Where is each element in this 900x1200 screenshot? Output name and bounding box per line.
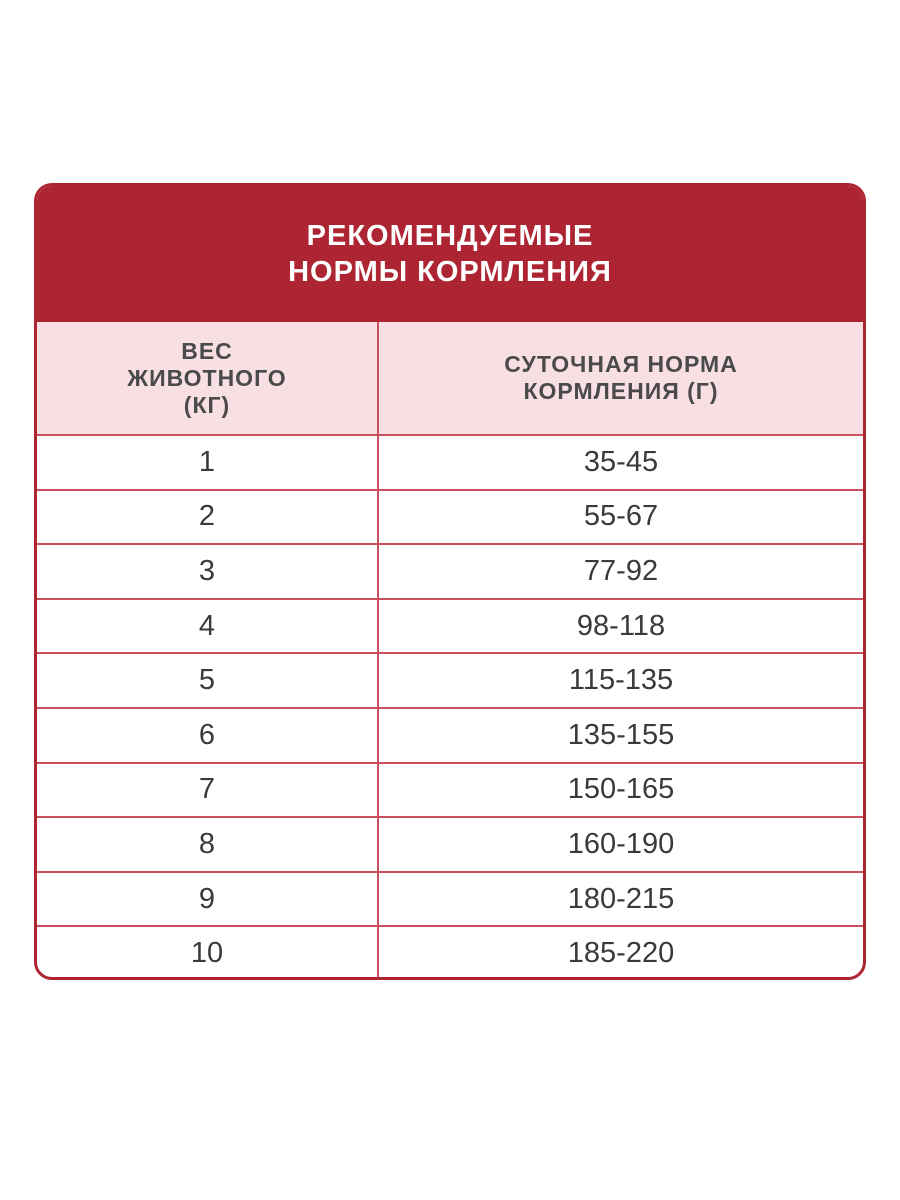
table-title [37, 186, 863, 322]
weight-cell: 6 [37, 709, 379, 762]
table-row [37, 491, 863, 546]
table-row [37, 709, 863, 764]
weight-cell: 4 [37, 600, 379, 653]
weight-cell: 1 [37, 436, 379, 489]
norm-cell: 150-165 [567, 773, 675, 806]
header-weight-line3: (КГ) [183, 391, 231, 418]
norm-cell: 135-155 [567, 718, 675, 751]
norm-cell: 185-220 [567, 937, 675, 970]
weight-cell: 10 [37, 927, 379, 980]
header-daily-norm [379, 322, 863, 434]
norm-cell: 98-118 [576, 609, 666, 642]
weight-cell: 7 [37, 764, 379, 817]
norm-cell: 115-135 [568, 664, 674, 697]
feeding-table-card [34, 183, 866, 980]
table-row [37, 545, 863, 600]
table-row [37, 436, 863, 491]
table-row [37, 873, 863, 928]
header-weight [37, 322, 379, 434]
weight-cell: 2 [37, 491, 379, 544]
table-row [37, 654, 863, 709]
table-title-line1: РЕКОМЕНДУЕМЫЕ [306, 220, 594, 252]
header-weight-line2: ЖИВОТНОГО [127, 364, 287, 391]
weight-cell: 3 [37, 545, 379, 598]
header-norm-line2: КОРМЛЕНИЯ (Г) [523, 378, 719, 404]
norm-cell: 55-67 [583, 500, 659, 533]
table-body [37, 436, 863, 980]
weight-cell: 8 [37, 818, 379, 871]
table-header-row [37, 322, 863, 436]
header-weight-line1: ВЕС [181, 337, 233, 364]
table-row [37, 600, 863, 655]
table-title-line2: НОРМЫ КОРМЛЕНИЯ [288, 256, 612, 288]
table-row [37, 927, 863, 980]
norm-cell: 160-190 [567, 827, 675, 860]
norm-cell: 180-215 [567, 882, 675, 915]
weight-cell: 5 [37, 654, 379, 707]
norm-cell: 35-45 [583, 445, 659, 478]
norm-cell: 77-92 [583, 554, 659, 587]
table-row [37, 818, 863, 873]
header-norm-line1: СУТОЧНАЯ НОРМА [504, 351, 738, 377]
table-row [37, 764, 863, 819]
weight-cell: 9 [37, 873, 379, 926]
